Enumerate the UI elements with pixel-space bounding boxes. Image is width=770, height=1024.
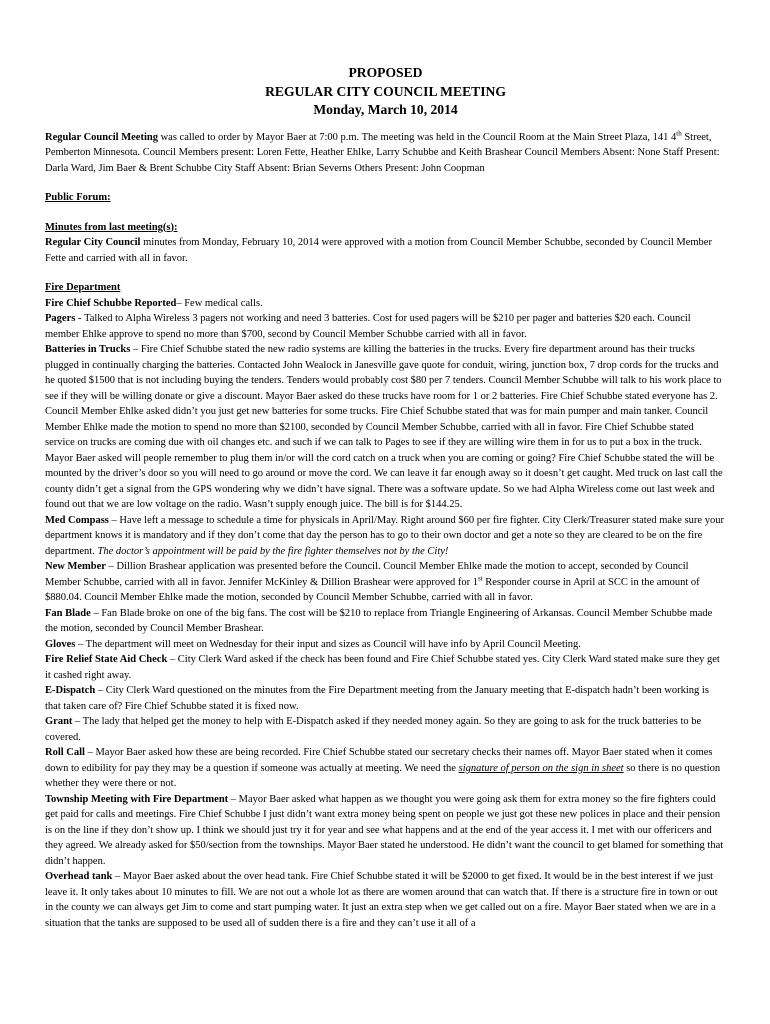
fire-item-chief-report bbox=[45, 296, 726, 312]
item-emphasis: signature of person on the sign in sheet bbox=[458, 762, 624, 774]
minutes-heading: Minutes from last meeting(s): bbox=[45, 221, 178, 233]
fire-department-heading: Fire Department bbox=[45, 282, 121, 293]
item-text: – The department will meet on Wednesday for their input and sizes as Council will have info by April Council Meeting. bbox=[75, 638, 581, 650]
item-text: – City Clerk Ward asked if the check has been found and Fire Chief Schubbe stated yes. City Clerk Ward stated make sure they get it cashed right away. bbox=[45, 654, 720, 681]
fire-item-relief-check bbox=[45, 652, 726, 683]
minutes-text: minutes from Monday, February 10, 2014 were approved with a motion from Council Member Schubbe, seconded by Council Member Fette and carried with all in favor. bbox=[45, 237, 712, 264]
fire-item-med-compass bbox=[45, 513, 726, 560]
item-text: – Mayor Baer asked what happen as we thought you were going ask them for extra money so the fire fighters could get paid for calls and meetings. Fire Chief Schubbe I just didn’t want extra money being spent on people we just got these new polices in place and their pension is on the line if they don’t show up. I think we should just try it for year and see what happens and at the end of the year access it. I met with our offericers and they agreed. We already asked for $50/section from the townships. Mayor Baer stated he understood. He didn’t want the council to get blamed for something that didn’t happen. bbox=[45, 793, 724, 867]
intro-label: Regular Council Meeting bbox=[45, 131, 158, 143]
item-italic-note: The doctor’s appointment will be paid by the fire fighter themselves not by the City! bbox=[97, 545, 449, 557]
minutes-label: Regular City Council bbox=[45, 237, 141, 248]
item-label: Pagers - bbox=[45, 313, 85, 324]
item-text: – Fire Chief Schubbe stated the new radio systems are killing the batteries in the trucks. Every fire department around has their trucks plugged in continually charging the batteries. Contacted John Wealock in Janesville gave quote for conduit, wiring, junction box, 7 drop cords for the trucks and he quoted $1500 that is not including buying the tenders. Tenders would probably cost $80 per 7 tenders. Council Member Schubbe will talk to his work place to see if they will be willing donate or give a discount. Mayor Baer asked do these trucks have room for 1 or 2 batteries. Fire Chief Schubbe stated everyone has 2. Council Member Ehlke asked didn’t you just get new batteries for some trucks. Fire Chief Schubbe stated that was for main pumper and main tanker. Council Member Ehlke made the motion to spend no more than $2100, seconded by Council Member Schubbe, carried with all in favor. Fire Chief Schubbe stated service on trucks are coming due with oil changes etc. and such if we can talk to Pages to see if they are willing wire them in for us to put a box in the truck. Mayor Baer asked will people remember to plug them in/or will the cord catch on a truck when you are coming or going? Fire Chief Schubbe stated the will be mounted by the driver’s door so you will need to go around or move the cord. We can leave it far enough away so it doesn’t get caught. Med truck on last call the county didn’t get a signal from the GPS wondering why we didn’t have signal. There was a software update. So we had Alpha Wireless come out last week and found out that we are low voltage on the radio. Wasn’t supply enough juice. The bill is for $144.25. bbox=[45, 344, 723, 510]
item-label: Fire Chief Schubbe Reported bbox=[45, 297, 177, 309]
fire-item-gloves bbox=[45, 637, 726, 653]
item-text: – Fan Blade broke on one of the big fans. The cost will be $210 to replace from Triangle Engineering of Arkansas. Council Member Schubbe made the motion, seconded by Council Member Brashear. bbox=[45, 607, 713, 634]
item-label: Overhead tank bbox=[45, 871, 113, 882]
item-text: – Few medical calls. bbox=[176, 297, 263, 309]
item-text: – Have left a message to schedule a time for physicals in April/May. Right around $60 per fire fighter. City Clerk/Treasurer stated make sure your department knows it is mandatory and if they don’t come that day the person has to go to their own doctor and get a note so they are cleared to be on the fire department. bbox=[45, 514, 724, 557]
fire-item-batteries bbox=[45, 342, 726, 513]
title-meeting-name: REGULAR CITY COUNCIL MEETING bbox=[265, 83, 506, 99]
item-label: E-Dispatch bbox=[45, 685, 96, 696]
item-label: Roll Call bbox=[45, 747, 85, 758]
item-text: – Mayor Baer asked about the over head tank. Fire Chief Schubbe stated it will be $2000 to get fixed. It would be in the best interest if we just leave it. It only takes about 10 minutes to fill. We are not out a whole lot as there are women around that can watch that. If there is a structure fire in town or out in the county we can always get Jim to come and start pumping water. It just an extra step when we get called out on a fire. Mayor Baer stated when we are in a situation that the tanks are supposed to be used all of sudden there is a fire and they can’t use it all of a bbox=[45, 871, 718, 929]
item-sup: st bbox=[478, 574, 483, 582]
fire-item-grant bbox=[45, 714, 726, 745]
item-label: Batteries in Trucks bbox=[45, 344, 131, 355]
item-text: – City Clerk Ward questioned on the minutes from the Fire Department meeting from the January meeting that E-dispatch hadn’t been working is that taken care of? Fire Chief Schubbe stated it is fixed now. bbox=[45, 685, 709, 712]
intro-text-a: was called to order by Mayor Baer at 7:00 p.m. The meeting was held in the Council Room at the Main Street Plaza, 141 4 bbox=[157, 131, 677, 143]
fire-item-roll-call bbox=[45, 745, 726, 792]
fire-item-pagers bbox=[45, 311, 726, 342]
title-proposed: PROPOSED bbox=[348, 65, 423, 80]
document-title bbox=[45, 64, 726, 120]
intro-sup: th bbox=[676, 129, 682, 137]
fire-item-e-dispatch bbox=[45, 683, 726, 714]
item-label: Fire Relief State Aid Check bbox=[45, 654, 168, 665]
intro-text-b: Street, Pemberton Minnesota. Council Members present: Loren Fette, Heather Ehlke, Larry Schubbe and Keith Brashear Council Members Absent: None Staff Present: Darla Ward, Jim Baer & Brent Schubbe City Staff Absent: Brian Severns Others Present: John Coopman bbox=[45, 131, 720, 174]
item-label: New Member bbox=[45, 561, 106, 572]
item-label: Township Meeting with Fire Department bbox=[45, 793, 229, 805]
item-label: Med Compass bbox=[45, 514, 109, 526]
item-text-a: – Mayor Baer asked how these are being recorded. Fire Chief Schubbe stated our secretary checks their names off. Mayor Baer stated when it comes down to edibility for pay they may be a question if someone was actually at meeting. We need the bbox=[45, 747, 713, 774]
item-text-a: – Dillion Brashear application was presented before the Council. Council Member Ehlke made the motion to accept, seconded by Council Member Schubbe, carried with all in favor. Jennifer McKinley & Dillion Brashear were approved for 1 bbox=[45, 561, 689, 588]
item-text-b: so there is no question whether they were there or not. bbox=[45, 762, 721, 789]
public-forum-heading: Public Forum: bbox=[45, 192, 111, 203]
item-label: Gloves bbox=[45, 638, 76, 650]
minutes-paragraph bbox=[45, 235, 726, 266]
fire-item-new-member bbox=[45, 559, 726, 606]
fire-item-township-meeting bbox=[45, 792, 726, 870]
intro-paragraph bbox=[45, 130, 726, 177]
item-label: Grant bbox=[45, 716, 73, 727]
item-text: – The lady that helped get the money to help with E-Dispatch asked if they needed money again. So they are going to ask for the truck batteries to be covered. bbox=[45, 716, 702, 743]
item-text-b: Responder course in April at SCC in the amount of $880.04. Council Member Ehlke made the motion, seconded by Council Member Schubbe, carried with all in favor. bbox=[45, 576, 700, 603]
item-label: Fan Blade bbox=[45, 607, 91, 619]
fire-item-overhead-tank bbox=[45, 869, 726, 931]
item-text: Talked to Alpha Wireless 3 pagers not working and need 3 batteries. Cost for used pagers will be $210 per pager and batteries $20 each. Council member Ehlke approve to spend no more than $700, second by Council Member Schubbe carried with all in favor. bbox=[45, 313, 691, 340]
fire-item-fan-blade bbox=[45, 606, 726, 637]
title-meeting-date: Monday, March 10, 2014 bbox=[313, 102, 458, 117]
